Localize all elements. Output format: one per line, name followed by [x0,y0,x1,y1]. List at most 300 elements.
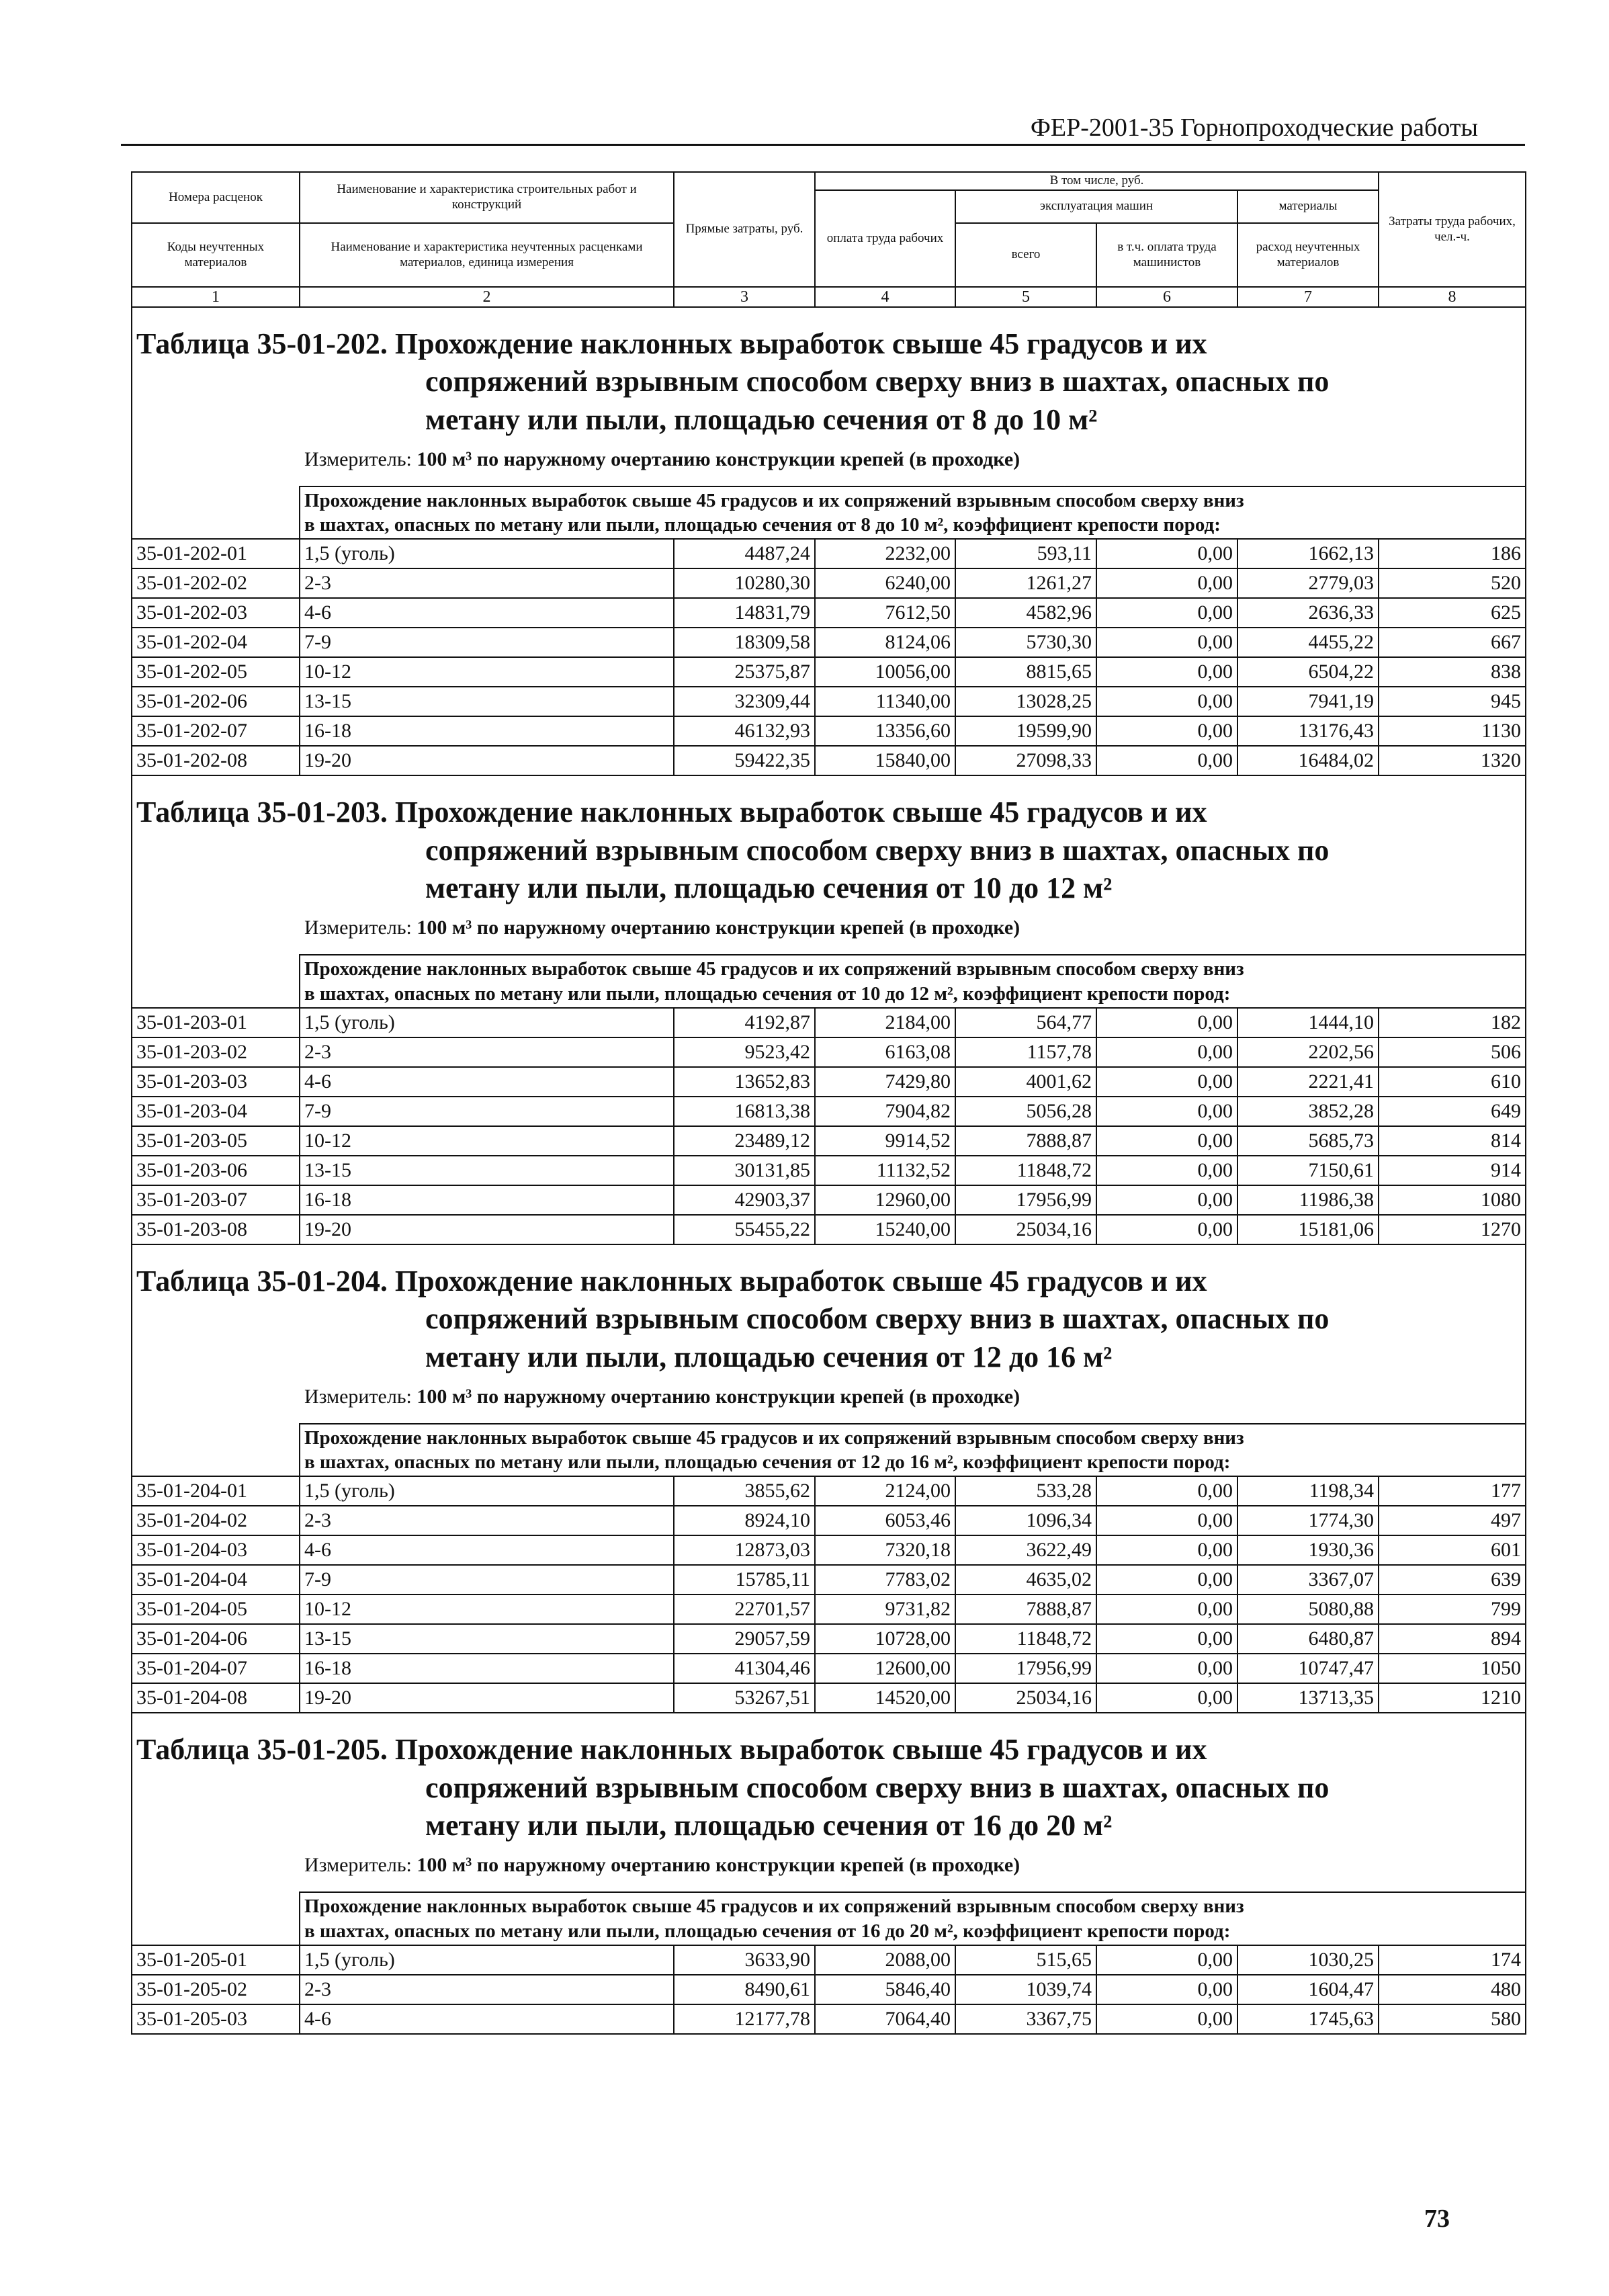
rate-code: 35-01-205-03 [132,2004,300,2034]
value-cell: 3367,07 [1237,1565,1379,1595]
page-number: 73 [1424,2205,1450,2233]
table-row [132,2004,1526,2034]
rate-code: 35-01-204-04 [132,1565,300,1595]
measure-prefix: Измеритель: [304,1854,412,1877]
value-cell: 3367,75 [955,2004,1096,2034]
work-description-line: Прохождение наклонных выработок свыше 45 градусов и их сопряжений взрывным способом сверху вниз [304,489,1244,511]
description-spacer [132,955,300,1008]
work-description-line: Прохождение наклонных выработок свыше 45 градусов и их сопряжений взрывным способом сверху вниз [304,958,1244,980]
rate-code: 35-01-204-06 [132,1624,300,1654]
table-row [132,1185,1526,1215]
table-row [132,539,1526,568]
table-title-block [132,1244,1526,1424]
work-description [300,955,1526,1008]
table-number: Таблица 35-01-204. [136,1264,388,1298]
value-cell: 0,00 [1096,1654,1237,1683]
value-cell: 0,00 [1096,1185,1237,1215]
rate-code: 35-01-204-08 [132,1683,300,1713]
value-cell: 174 [1379,1945,1526,1975]
rock-hardness: 7-9 [300,1097,674,1126]
work-description [300,1892,1526,1945]
rock-hardness: 1,5 (уголь) [300,1476,674,1506]
value-cell: 0,00 [1096,568,1237,598]
value-cell: 4455,22 [1237,628,1379,657]
rate-code: 35-01-205-01 [132,1945,300,1975]
value-cell: 1270 [1379,1215,1526,1244]
work-description [300,486,1526,540]
value-cell: 3852,28 [1237,1097,1379,1126]
table-title [136,794,1525,907]
value-cell: 0,00 [1096,1097,1237,1126]
rock-hardness: 4-6 [300,2004,674,2034]
value-cell: 2221,41 [1237,1067,1379,1097]
rock-hardness: 7-9 [300,628,674,657]
value-cell: 601 [1379,1535,1526,1565]
table-row [132,1975,1526,2004]
rate-code: 35-01-202-06 [132,687,300,716]
value-cell: 16813,38 [674,1097,815,1126]
value-cell: 0,00 [1096,1624,1237,1654]
rate-code: 35-01-204-02 [132,1506,300,1535]
value-cell: 3633,90 [674,1945,815,1975]
rock-hardness: 2-3 [300,1975,674,2004]
rock-hardness: 16-18 [300,1185,674,1215]
value-cell: 1080 [1379,1185,1526,1215]
table-title-line: сопряжений взрывным способом сверху вниз в шахтах, опасных по [425,1771,1330,1804]
rate-code: 35-01-203-03 [132,1067,300,1097]
rate-code: 35-01-205-02 [132,1975,300,2004]
table-row [132,628,1526,657]
table-row [132,1945,1526,1975]
value-cell: 0,00 [1096,539,1237,568]
rate-code: 35-01-203-04 [132,1097,300,1126]
column-number: 2 [300,287,674,307]
value-cell: 2232,00 [815,539,955,568]
rock-hardness: 4-6 [300,1535,674,1565]
value-cell: 506 [1379,1037,1526,1067]
value-cell: 10728,00 [815,1624,955,1654]
table-row [132,1506,1526,1535]
value-cell: 25034,16 [955,1683,1096,1713]
value-cell: 12600,00 [815,1654,955,1683]
value-cell: 182 [1379,1008,1526,1037]
value-cell: 59422,35 [674,746,815,775]
value-cell: 4192,87 [674,1008,815,1037]
rate-code: 35-01-202-05 [132,657,300,687]
value-cell: 17956,99 [955,1185,1096,1215]
measure-text: 100 м³ по наружному очертанию конструкции крепей (в проходке) [417,1385,1020,1408]
value-cell: 0,00 [1096,2004,1237,2034]
column-number: 6 [1096,287,1237,307]
table-title-line: Прохождение наклонных выработок свыше 45 градусов и их [394,1264,1207,1298]
table-title-block [132,307,1526,486]
value-cell: 4582,96 [955,598,1096,628]
table-title-line: метану или пыли, площадью сечения от 10 до 12 м² [425,871,1113,905]
value-cell: 5846,40 [815,1975,955,2004]
value-cell: 8924,10 [674,1506,815,1535]
column-number: 5 [955,287,1096,307]
rate-code: 35-01-204-05 [132,1595,300,1624]
rock-hardness: 1,5 (уголь) [300,1008,674,1037]
value-cell: 2202,56 [1237,1037,1379,1067]
value-cell: 799 [1379,1595,1526,1624]
value-cell: 177 [1379,1476,1526,1506]
rate-code: 35-01-202-04 [132,628,300,657]
rock-hardness: 13-15 [300,1624,674,1654]
rate-code: 35-01-202-02 [132,568,300,598]
value-cell: 15240,00 [815,1215,955,1244]
column-number: 1 [132,287,300,307]
rate-code: 35-01-202-07 [132,716,300,746]
rate-code: 35-01-202-03 [132,598,300,628]
value-cell: 1198,34 [1237,1476,1379,1506]
value-cell: 1930,36 [1237,1535,1379,1565]
rate-code: 35-01-203-07 [132,1185,300,1215]
work-description-line: в шахтах, опасных по метану или пыли, площадью сечения от 16 до 20 м², коэффициент крепости пород: [304,1920,1231,1942]
value-cell: 13652,83 [674,1067,815,1097]
header-name-bottom: Наименование и характеристика неучтенных расценками материалов, единица измерения [300,223,674,287]
value-cell: 0,00 [1096,687,1237,716]
rock-hardness: 1,5 (уголь) [300,539,674,568]
value-cell: 12177,78 [674,2004,815,2034]
value-cell: 9731,82 [815,1595,955,1624]
value-cell: 7888,87 [955,1595,1096,1624]
value-cell: 1050 [1379,1654,1526,1683]
header-machinist-wages: в т.ч. оплата труда машинистов [1096,223,1237,287]
value-cell: 16484,02 [1237,746,1379,775]
value-cell: 55455,22 [674,1215,815,1244]
value-cell: 19599,90 [955,716,1096,746]
work-description-line: в шахтах, опасных по метану или пыли, площадью сечения от 12 до 16 м², коэффициент крепости пород: [304,1451,1231,1474]
value-cell: 2636,33 [1237,598,1379,628]
description-spacer [132,486,300,540]
work-description-line: в шахтах, опасных по метану или пыли, площадью сечения от 8 до 10 м², коэффициент крепости пород: [304,514,1221,536]
value-cell: 1030,25 [1237,1945,1379,1975]
rock-hardness: 19-20 [300,1215,674,1244]
rates-table [131,171,1526,2035]
table-row [132,1476,1526,1506]
rock-hardness: 16-18 [300,716,674,746]
value-cell: 30131,85 [674,1156,815,1185]
rock-hardness: 13-15 [300,1156,674,1185]
table-number: Таблица 35-01-202. [136,327,388,360]
value-cell: 5056,28 [955,1097,1096,1126]
measure-prefix: Измеритель: [304,1385,412,1408]
value-cell: 7064,40 [815,2004,955,2034]
value-cell: 10056,00 [815,657,955,687]
table-title [136,1263,1525,1376]
value-cell: 0,00 [1096,1945,1237,1975]
table-title-line: сопряжений взрывным способом сверху вниз в шахтах, опасных по [425,833,1330,867]
value-cell: 13028,25 [955,687,1096,716]
rock-hardness: 10-12 [300,1126,674,1156]
value-cell: 10747,47 [1237,1654,1379,1683]
value-cell: 580 [1379,2004,1526,2034]
value-cell: 593,11 [955,539,1096,568]
value-cell: 8124,06 [815,628,955,657]
value-cell: 7888,87 [955,1126,1096,1156]
page-header: ФЕР-2001-35 Горнопроходческие работы [1030,114,1478,142]
table-row [132,657,1526,687]
table-row [132,1595,1526,1624]
value-cell: 11848,72 [955,1156,1096,1185]
measure-unit [136,439,1525,471]
value-cell: 610 [1379,1067,1526,1097]
header-code-top: Номера расценок [132,172,300,223]
value-cell: 18309,58 [674,628,815,657]
value-cell: 0,00 [1096,1008,1237,1037]
measure-text: 100 м³ по наружному очертанию конструкции крепей (в проходке) [417,448,1020,470]
value-cell: 12873,03 [674,1535,815,1565]
header-total: всего [955,223,1096,287]
value-cell: 4001,62 [955,1067,1096,1097]
value-cell: 625 [1379,598,1526,628]
table-title-line: сопряжений взрывным способом сверху вниз в шахтах, опасных по [425,365,1330,398]
value-cell: 0,00 [1096,1156,1237,1185]
value-cell: 838 [1379,657,1526,687]
table-title-block [132,775,1526,955]
table-row [132,1535,1526,1565]
value-cell: 46132,93 [674,716,815,746]
rate-code: 35-01-203-02 [132,1037,300,1067]
description-spacer [132,1424,300,1477]
value-cell: 564,77 [955,1008,1096,1037]
value-cell: 1039,74 [955,1975,1096,2004]
value-cell: 0,00 [1096,1975,1237,2004]
table-title-line: Прохождение наклонных выработок свыше 45 градусов и их [394,1733,1207,1767]
value-cell: 8490,61 [674,1975,815,2004]
table-row [132,1008,1526,1037]
value-cell: 515,65 [955,1945,1096,1975]
table-row [132,1156,1526,1185]
value-cell: 11986,38 [1237,1185,1379,1215]
table-row [132,1654,1526,1683]
table-number: Таблица 35-01-203. [136,796,388,829]
value-cell: 53267,51 [674,1683,815,1713]
table-title-block [132,1713,1526,1892]
table-title-line: метану или пыли, площадью сечения от 12 до 16 м² [425,1340,1113,1373]
header-labor: Затраты труда рабочих, чел.-ч. [1379,172,1526,287]
value-cell: 15840,00 [815,746,955,775]
header-materials: материалы [1237,190,1379,223]
header-direct: Прямые затраты, руб. [674,172,815,287]
rock-hardness: 4-6 [300,1067,674,1097]
rate-code: 35-01-204-03 [132,1535,300,1565]
value-cell: 497 [1379,1506,1526,1535]
value-cell: 14520,00 [815,1683,955,1713]
value-cell: 5730,30 [955,628,1096,657]
value-cell: 2184,00 [815,1008,955,1037]
value-cell: 9523,42 [674,1037,815,1067]
value-cell: 0,00 [1096,1595,1237,1624]
value-cell: 0,00 [1096,598,1237,628]
column-number: 3 [674,287,815,307]
value-cell: 23489,12 [674,1126,815,1156]
value-cell: 0,00 [1096,1067,1237,1097]
table-row [132,1126,1526,1156]
measure-text: 100 м³ по наружному очертанию конструкции крепей (в проходке) [417,917,1020,939]
rate-code: 35-01-203-08 [132,1215,300,1244]
value-cell: 1444,10 [1237,1008,1379,1037]
value-cell: 7320,18 [815,1535,955,1565]
rock-hardness: 19-20 [300,746,674,775]
table-title-line: Прохождение наклонных выработок свыше 45 градусов и их [394,796,1207,829]
value-cell: 0,00 [1096,1126,1237,1156]
value-cell: 2779,03 [1237,568,1379,598]
value-cell: 15181,06 [1237,1215,1379,1244]
description-spacer [132,1892,300,1945]
rate-code: 35-01-204-01 [132,1476,300,1506]
table-title [136,1731,1525,1844]
value-cell: 13176,43 [1237,716,1379,746]
column-number: 7 [1237,287,1379,307]
value-cell: 0,00 [1096,1683,1237,1713]
value-cell: 7612,50 [815,598,955,628]
header-machines: эксплуатация машин [955,190,1237,223]
value-cell: 649 [1379,1097,1526,1126]
value-cell: 11132,52 [815,1156,955,1185]
value-cell: 1662,13 [1237,539,1379,568]
rock-hardness: 19-20 [300,1683,674,1713]
rate-code: 35-01-203-06 [132,1156,300,1185]
table-title-line: метану или пыли, площадью сечения от 8 до 10 м² [425,402,1098,436]
column-number: 4 [815,287,955,307]
table-row [132,746,1526,775]
table-row [132,598,1526,628]
header-name-top: Наименование и характеристика строительных работ и конструкций [300,172,674,223]
rock-hardness: 4-6 [300,598,674,628]
table-row [132,716,1526,746]
rate-code: 35-01-204-07 [132,1654,300,1683]
work-description-line: в шахтах, опасных по метану или пыли, площадью сечения от 10 до 12 м², коэффициент крепости пород: [304,982,1231,1005]
value-cell: 5080,88 [1237,1595,1379,1624]
value-cell: 0,00 [1096,1215,1237,1244]
column-number: 8 [1379,287,1526,307]
value-cell: 639 [1379,1565,1526,1595]
rate-code: 35-01-202-08 [132,746,300,775]
value-cell: 0,00 [1096,657,1237,687]
value-cell: 10280,30 [674,568,815,598]
value-cell: 25375,87 [674,657,815,687]
table-number: Таблица 35-01-205. [136,1733,388,1767]
value-cell: 894 [1379,1624,1526,1654]
value-cell: 1130 [1379,716,1526,746]
value-cell: 13356,60 [815,716,955,746]
table-row [132,687,1526,716]
value-cell: 1774,30 [1237,1506,1379,1535]
table-row [132,1067,1526,1097]
value-cell: 186 [1379,539,1526,568]
rock-hardness: 16-18 [300,1654,674,1683]
table-title-line: Прохождение наклонных выработок свыше 45 градусов и их [394,327,1207,360]
value-cell: 7150,61 [1237,1156,1379,1185]
table-row [132,1624,1526,1654]
value-cell: 7783,02 [815,1565,955,1595]
rock-hardness: 7-9 [300,1565,674,1595]
value-cell: 6480,87 [1237,1624,1379,1654]
value-cell: 15785,11 [674,1565,815,1595]
rock-hardness: 10-12 [300,1595,674,1624]
value-cell: 41304,46 [674,1654,815,1683]
value-cell: 2124,00 [815,1476,955,1506]
value-cell: 1320 [1379,746,1526,775]
table-title-line: метану или пыли, площадью сечения от 16 до 20 м² [425,1808,1113,1842]
rock-hardness: 13-15 [300,687,674,716]
value-cell: 14831,79 [674,598,815,628]
value-cell: 1745,63 [1237,2004,1379,2034]
measure-unit [136,1844,1525,1877]
measure-prefix: Измеритель: [304,917,412,939]
rock-hardness: 10-12 [300,657,674,687]
header-material-consumption: расход неучтенных материалов [1237,223,1379,287]
rock-hardness: 2-3 [300,1037,674,1067]
value-cell: 11848,72 [955,1624,1096,1654]
value-cell: 17956,99 [955,1654,1096,1683]
value-cell: 11340,00 [815,687,955,716]
table-row [132,1683,1526,1713]
value-cell: 814 [1379,1126,1526,1156]
value-cell: 1604,47 [1237,1975,1379,2004]
value-cell: 4487,24 [674,539,815,568]
value-cell: 3855,62 [674,1476,815,1506]
value-cell: 42903,37 [674,1185,815,1215]
value-cell: 6240,00 [815,568,955,598]
table-row [132,1037,1526,1067]
measure-prefix: Измеритель: [304,448,412,470]
value-cell: 0,00 [1096,716,1237,746]
work-description-line: Прохождение наклонных выработок свыше 45 градусов и их сопряжений взрывным способом сверху вниз [304,1896,1244,1918]
value-cell: 945 [1379,687,1526,716]
value-cell: 520 [1379,568,1526,598]
rock-hardness: 2-3 [300,568,674,598]
value-cell: 533,28 [955,1476,1096,1506]
value-cell: 7904,82 [815,1097,955,1126]
value-cell: 5685,73 [1237,1126,1379,1156]
measure-unit [136,1376,1525,1408]
value-cell: 27098,33 [955,746,1096,775]
value-cell: 0,00 [1096,746,1237,775]
value-cell: 1210 [1379,1683,1526,1713]
table-row [132,1215,1526,1244]
value-cell: 914 [1379,1156,1526,1185]
value-cell: 7429,80 [815,1067,955,1097]
value-cell: 0,00 [1096,1506,1237,1535]
value-cell: 0,00 [1096,1565,1237,1595]
value-cell: 22701,57 [674,1595,815,1624]
work-description-line: Прохождение наклонных выработок свыше 45 градусов и их сопряжений взрывным способом сверху вниз [304,1427,1244,1449]
value-cell: 6053,46 [815,1506,955,1535]
value-cell: 0,00 [1096,628,1237,657]
value-cell: 13713,35 [1237,1683,1379,1713]
value-cell: 6504,22 [1237,657,1379,687]
value-cell: 3622,49 [955,1535,1096,1565]
value-cell: 12960,00 [815,1185,955,1215]
table-title-line: сопряжений взрывным способом сверху вниз в шахтах, опасных по [425,1302,1330,1336]
value-cell: 2088,00 [815,1945,955,1975]
value-cell: 1096,34 [955,1506,1096,1535]
value-cell: 667 [1379,628,1526,657]
value-cell: 32309,44 [674,687,815,716]
value-cell: 4635,02 [955,1565,1096,1595]
value-cell: 8815,65 [955,657,1096,687]
value-cell: 9914,52 [815,1126,955,1156]
header-rule [121,144,1525,146]
rock-hardness: 1,5 (уголь) [300,1945,674,1975]
table-title [136,325,1525,439]
value-cell: 0,00 [1096,1476,1237,1506]
header-wages: оплата труда рабочих [815,190,955,287]
value-cell: 25034,16 [955,1215,1096,1244]
